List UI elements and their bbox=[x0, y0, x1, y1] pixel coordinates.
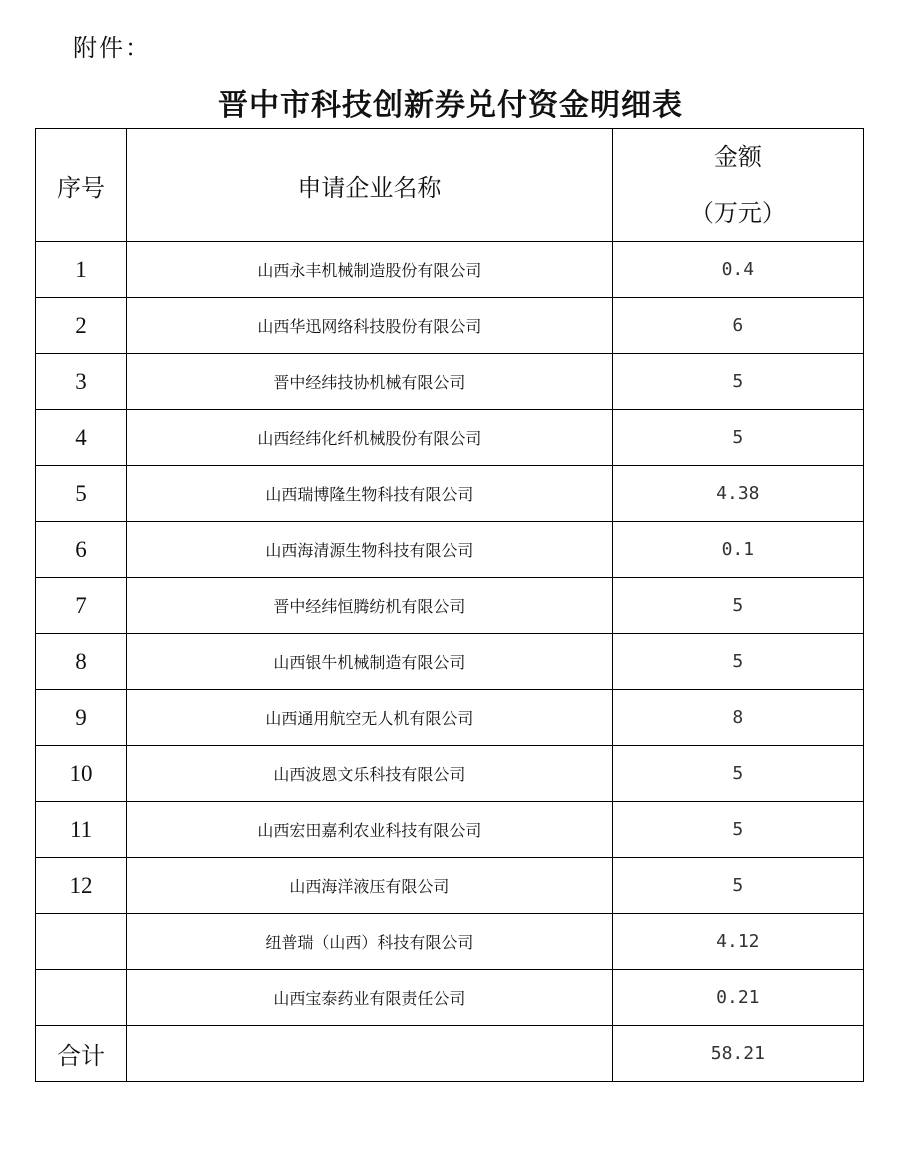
row-company-name: 山西宝泰药业有限责任公司 bbox=[127, 970, 613, 1026]
row-company-name: 山西瑞博隆生物科技有限公司 bbox=[127, 466, 613, 522]
row-company-name: 山西海洋液压有限公司 bbox=[127, 858, 613, 914]
table-row bbox=[36, 466, 864, 522]
table-row bbox=[36, 298, 864, 354]
row-index: 5 bbox=[36, 466, 127, 522]
row-company-name: 山西波恩文乐科技有限公司 bbox=[127, 746, 613, 802]
table-row bbox=[36, 970, 864, 1026]
row-amount: 5 bbox=[612, 578, 863, 634]
row-index: 8 bbox=[36, 634, 127, 690]
row-amount: 5 bbox=[612, 354, 863, 410]
row-amount: 0.21 bbox=[612, 970, 863, 1026]
table-row bbox=[36, 802, 864, 858]
row-index: 9 bbox=[36, 690, 127, 746]
row-company-name: 山西华迅网络科技股份有限公司 bbox=[127, 298, 613, 354]
table-row bbox=[36, 690, 864, 746]
row-index: 2 bbox=[36, 298, 127, 354]
row-amount: 4.38 bbox=[612, 466, 863, 522]
total-amount: 58.21 bbox=[612, 1026, 863, 1082]
row-company-name: 山西银牛机械制造有限公司 bbox=[127, 634, 613, 690]
table-row bbox=[36, 354, 864, 410]
total-company bbox=[127, 1026, 613, 1082]
header-amount bbox=[612, 129, 863, 242]
row-amount: 0.4 bbox=[612, 242, 863, 298]
table-row bbox=[36, 522, 864, 578]
row-index: 3 bbox=[36, 354, 127, 410]
row-company-name: 纽普瑞（山西）科技有限公司 bbox=[127, 914, 613, 970]
row-amount: 5 bbox=[612, 746, 863, 802]
row-amount: 5 bbox=[612, 410, 863, 466]
header-amount-label: 金额 bbox=[713, 143, 762, 171]
row-amount: 5 bbox=[612, 802, 863, 858]
table-row bbox=[36, 242, 864, 298]
table-header-row bbox=[36, 129, 864, 242]
row-amount: 4.12 bbox=[612, 914, 863, 970]
row-amount: 0.1 bbox=[612, 522, 863, 578]
row-company-name: 山西经纬化纤机械股份有限公司 bbox=[127, 410, 613, 466]
table-row bbox=[36, 410, 864, 466]
row-company-name: 山西宏田嘉利农业科技有限公司 bbox=[127, 802, 613, 858]
total-label: 合计 bbox=[36, 1026, 127, 1082]
table-row bbox=[36, 746, 864, 802]
row-amount: 8 bbox=[612, 690, 863, 746]
row-amount: 6 bbox=[612, 298, 863, 354]
table-row bbox=[36, 634, 864, 690]
table-row bbox=[36, 578, 864, 634]
page-title: 晋中市科技创新券兑付资金明细表 bbox=[218, 88, 683, 123]
row-index: 1 bbox=[36, 242, 127, 298]
row-index: 12 bbox=[36, 858, 127, 914]
fund-detail-table bbox=[35, 128, 864, 1082]
row-index bbox=[36, 914, 127, 970]
row-index: 10 bbox=[36, 746, 127, 802]
attachment-label: 附件： bbox=[73, 34, 151, 62]
row-amount: 5 bbox=[612, 634, 863, 690]
row-index: 11 bbox=[36, 802, 127, 858]
row-amount: 5 bbox=[612, 858, 863, 914]
row-company-name: 山西永丰机械制造股份有限公司 bbox=[127, 242, 613, 298]
row-index: 4 bbox=[36, 410, 127, 466]
row-index: 6 bbox=[36, 522, 127, 578]
row-company-name: 晋中经纬技协机械有限公司 bbox=[127, 354, 613, 410]
header-amount-unit: （万元） bbox=[689, 199, 786, 227]
table-row bbox=[36, 914, 864, 970]
total-row bbox=[36, 1026, 864, 1082]
header-company: 申请企业名称 bbox=[127, 129, 613, 242]
row-company-name: 山西海清源生物科技有限公司 bbox=[127, 522, 613, 578]
row-company-name: 山西通用航空无人机有限公司 bbox=[127, 690, 613, 746]
table-row bbox=[36, 858, 864, 914]
row-index: 7 bbox=[36, 578, 127, 634]
header-index: 序号 bbox=[36, 129, 127, 242]
row-index bbox=[36, 970, 127, 1026]
row-company-name: 晋中经纬恒腾纺机有限公司 bbox=[127, 578, 613, 634]
